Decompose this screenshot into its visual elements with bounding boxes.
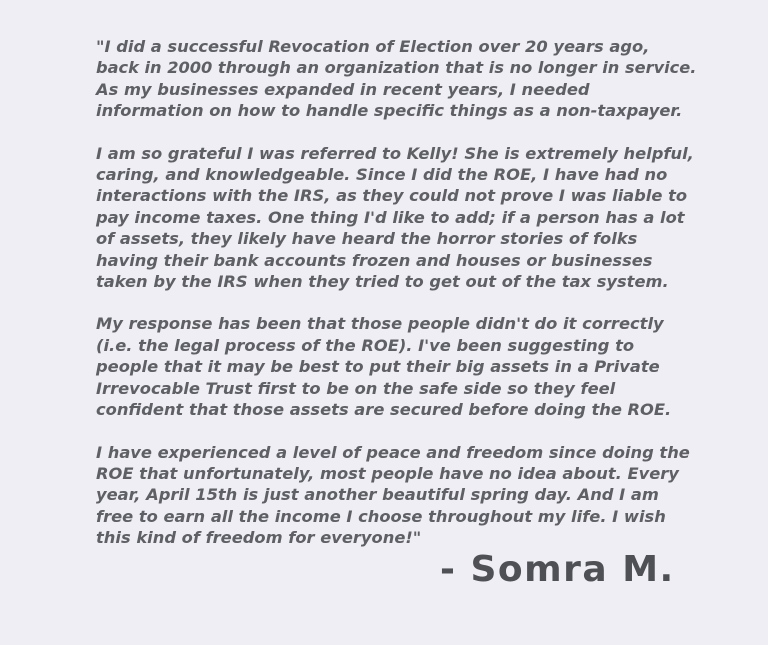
quote-line: As my businesses expanded in recent years, I needed: [96, 79, 590, 99]
quote-line: year, April 15th is just another beautiful spring day. And I am: [96, 485, 659, 505]
quote-line: this kind of freedom for everyone!": [96, 528, 422, 548]
testimonial-attribution: - Somra M.: [440, 549, 675, 590]
quote-paragraph-3: [96, 313, 696, 420]
testimonial-quote: [96, 36, 696, 570]
quote-line: information on how to handle specific things as a non-taxpayer.: [96, 101, 683, 121]
quote-line: confident that those assets are secured before doing the ROE.: [96, 400, 672, 420]
quote-paragraph-2: [96, 143, 696, 293]
quote-line: My response has been that those people didn't do it correctly: [96, 314, 664, 334]
quote-line: having their bank accounts frozen and houses or businesses: [96, 250, 653, 270]
quote-paragraph-4: [96, 442, 696, 549]
quote-line: caring, and knowledgeable. Since I did the ROE, I have had no: [96, 165, 668, 185]
quote-line: back in 2000 through an organization that is no longer in service.: [96, 58, 697, 78]
quote-line: taken by the IRS when they tried to get out of the tax system.: [96, 272, 669, 292]
quote-line: (i.e. the legal process of the ROE). I've been suggesting to: [96, 335, 635, 355]
quote-line: "I did a successful Revocation of Election over 20 years ago,: [96, 37, 650, 56]
quote-paragraph-1: [96, 36, 696, 122]
quote-line: of assets, they likely have heard the horror stories of folks: [96, 229, 638, 249]
quote-line: ROE that unfortunately, most people have no idea about. Every: [96, 463, 679, 483]
quote-line: free to earn all the income I choose throughout my life. I wish: [96, 506, 666, 526]
quote-line: interactions with the IRS, as they could not prove I was liable to: [96, 186, 688, 206]
quote-line: people that it may be best to put their big assets in a Private: [96, 357, 660, 377]
quote-line: I have experienced a level of peace and freedom since doing the: [96, 442, 690, 462]
quote-line: I am so grateful I was referred to Kelly! She is extremely helpful,: [96, 143, 694, 163]
quote-line: Irrevocable Trust first to be on the safe side so they feel: [96, 378, 616, 398]
quote-line: pay income taxes. One thing I'd like to add; if a person has a lot: [96, 207, 685, 227]
